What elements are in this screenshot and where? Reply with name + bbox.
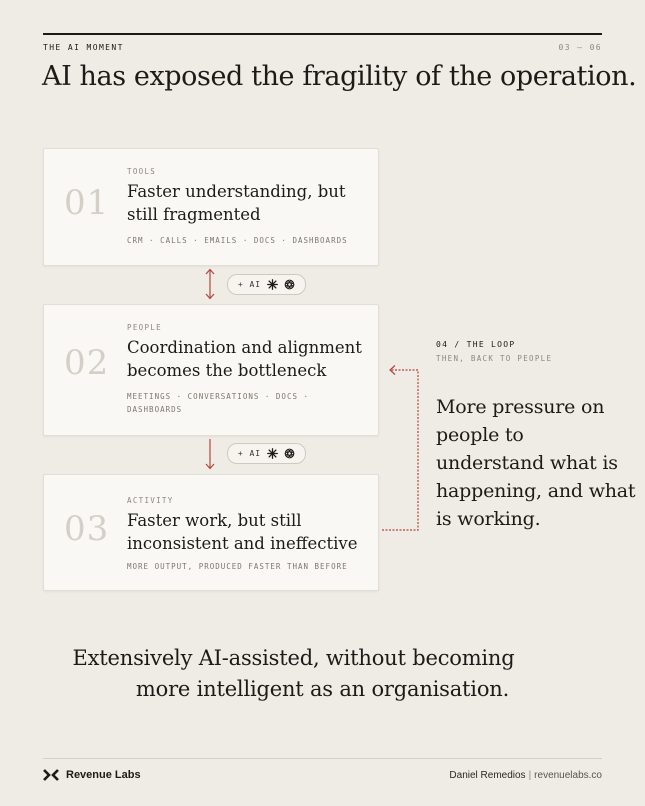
brand bbox=[43, 769, 141, 781]
website-link[interactable]: revenuelabs.co bbox=[534, 770, 602, 781]
section-kicker: THE AI MOMENT bbox=[43, 43, 124, 52]
closing-statement bbox=[0, 643, 645, 705]
ai-badge bbox=[227, 274, 306, 295]
author-name: Daniel Remedios bbox=[449, 770, 526, 781]
ai-badge-label: + AI bbox=[237, 449, 262, 458]
revenue-labs-logo-icon bbox=[43, 769, 59, 781]
card-tags: MORE OUTPUT, PRODUCED FASTER THAN BEFORE bbox=[127, 562, 348, 571]
card-number: 03 bbox=[64, 509, 110, 549]
openai-knot-icon bbox=[284, 279, 295, 290]
ai-badge bbox=[227, 443, 306, 464]
card-number: 01 bbox=[64, 183, 110, 223]
card-title: Coordination and alignment becomes the bottleneck bbox=[127, 338, 362, 380]
loop-description: More pressure on people to understand what is happening, and what is working. bbox=[436, 396, 636, 530]
top-rule bbox=[43, 33, 602, 35]
card-label: ACTIVITY bbox=[127, 496, 174, 505]
card-label: TOOLS bbox=[127, 167, 157, 176]
ai-badge-label: + AI bbox=[237, 280, 262, 289]
card-title: Faster understanding, but still fragmented bbox=[127, 182, 346, 224]
card-tools bbox=[43, 148, 379, 266]
card-people bbox=[43, 304, 379, 436]
brand-name: Revenue Labs bbox=[66, 769, 141, 781]
credit-separator: | bbox=[528, 770, 532, 781]
card-label: PEOPLE bbox=[127, 323, 162, 332]
card-tags: MEETINGS · CONVERSATIONS · DOCS · DASHBOARDS bbox=[127, 392, 310, 414]
sparkle-icon bbox=[267, 448, 278, 459]
page-indicator: 03 — 06 bbox=[558, 43, 602, 52]
card-tags: CRM · CALLS · EMAILS · DOCS · DASHBOARDS bbox=[127, 236, 348, 245]
closing-line-2: more intelligent as an organisation. bbox=[135, 677, 510, 701]
author-credit bbox=[449, 770, 602, 781]
loop-label: 04 / THE LOOP bbox=[436, 340, 516, 349]
card-activity bbox=[43, 474, 379, 591]
closing-line-1: Extensively AI-assisted, without becoming bbox=[72, 646, 515, 670]
card-number: 02 bbox=[64, 343, 110, 383]
card-title: Faster work, but still inconsistent and ineffective bbox=[127, 511, 358, 553]
page-title: AI has exposed the fragility of the operation. bbox=[42, 61, 637, 92]
loop-connector bbox=[378, 360, 424, 536]
down-arrow-icon bbox=[204, 438, 216, 470]
sparkle-icon bbox=[267, 279, 278, 290]
footer-rule bbox=[43, 758, 602, 759]
bidirectional-arrow-icon bbox=[204, 268, 216, 300]
openai-knot-icon bbox=[284, 448, 295, 459]
loop-sublabel: THEN, BACK TO PEOPLE bbox=[436, 354, 553, 363]
